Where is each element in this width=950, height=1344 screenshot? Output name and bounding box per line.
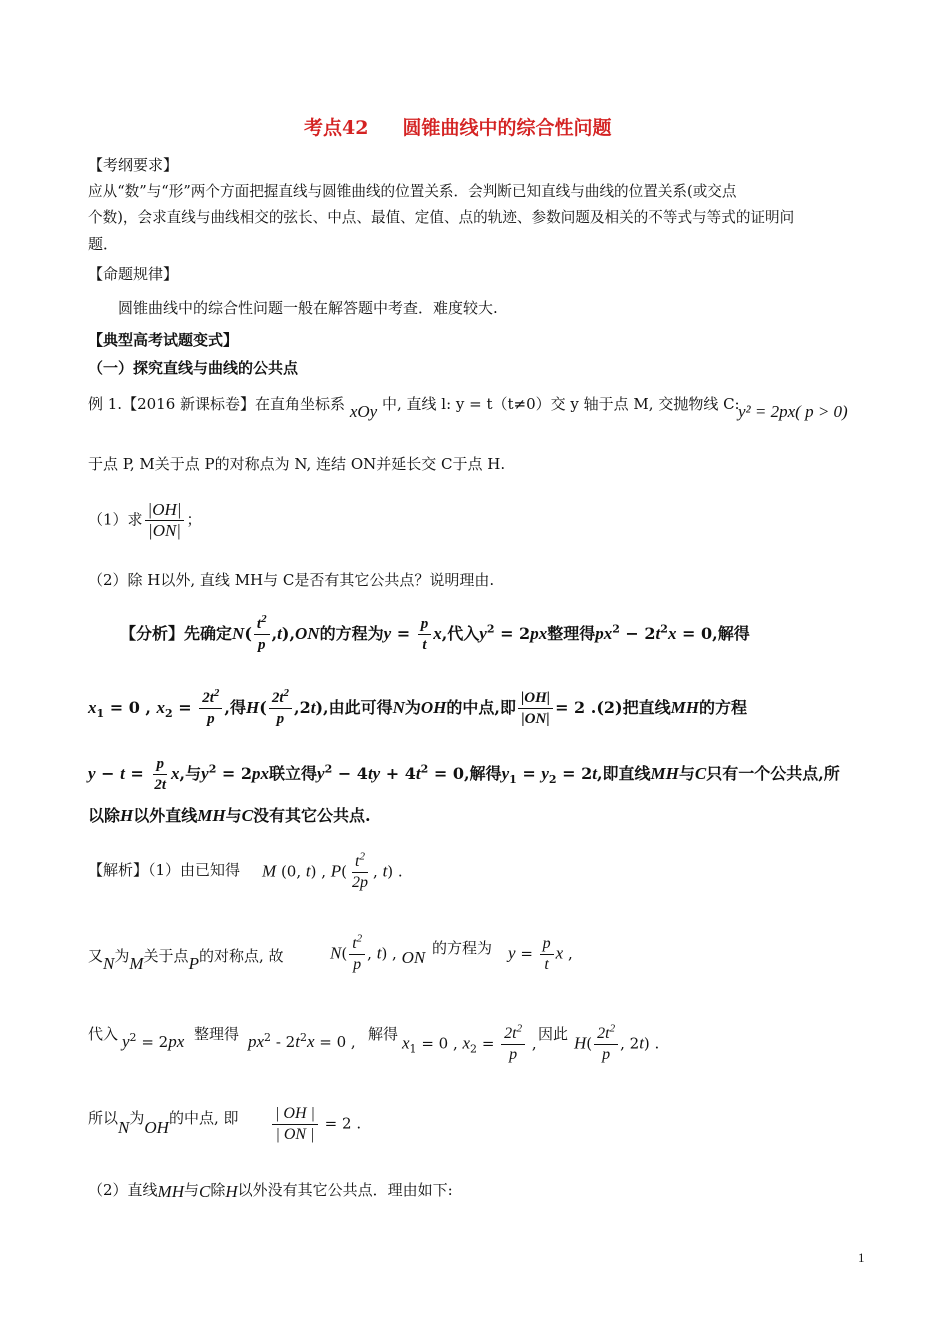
solution-line: 所以N为OH的中点, 即 [88, 1109, 239, 1137]
solution-text: 整理得 [194, 1025, 240, 1043]
analysis-text: 的方程为 [319, 624, 384, 643]
analysis-text: 解得 [717, 624, 750, 643]
example-line [88, 394, 740, 421]
example-prefix: 例 1.【2016 新课标卷】在直角坐标系 [88, 395, 346, 413]
analysis-text: 先确定 [184, 624, 233, 643]
analysis-text: 的方程 [698, 698, 747, 717]
solution-line: 又N为M关于点P的对称点, 故 [88, 947, 284, 973]
solution-text: 所以 [88, 1109, 119, 1127]
q1-tail: ； [186, 510, 202, 529]
solution-label: 【解析】 [88, 861, 149, 879]
ratio-fraction [145, 500, 185, 541]
solution-text: 又 [88, 947, 104, 965]
dianxing-heading: 【典型高考试题变式】 [88, 331, 239, 349]
solution-text: （2）直线 [88, 1181, 158, 1199]
analysis-line: y − t = $\frac{p}{2t}$ x,与$y^2 = 2px$联立得$y^2 - 4ty + 4t^2 = 0$,解得$y_1 = y_2 = 2t$,即直线MH与C只有一个公共点,所 [88, 756, 840, 793]
solution-line [88, 1024, 118, 1044]
analysis-line: 【分析】先确定N( $\frac{t^2}{p}$ ,t),ON的方程为y = $\frac{p}{t}$ x,代入$y^2 = 2px$整理得$px^2 - 2t^2x = 0$,解得 [120, 613, 750, 653]
section-heading: （一）探究直线与曲线的公共点 [88, 359, 299, 377]
page-number: 1 [858, 1250, 865, 1265]
solution-text: 因此 [538, 1025, 569, 1043]
page-title [304, 118, 611, 138]
solution-math: $\frac{| OH |}{| ON |}$ = 2 . [270, 1104, 361, 1145]
solution-text: 与 [184, 1181, 200, 1199]
fraction-denominator: |ON| [148, 521, 181, 540]
analysis-text: 整理得 [547, 624, 596, 643]
solution-text: 以外没有其它公共点．理由如下: [237, 1181, 453, 1199]
kaogang-text-line: 题． [88, 235, 119, 253]
analysis-text: 的中点,即 [446, 698, 516, 717]
analysis-text: 由此可得 [328, 698, 393, 717]
solution-text: 的中点, 即 [168, 1109, 239, 1127]
fraction-numerator: |OH| [145, 500, 185, 521]
solution-math: M (0, t) , P( $\frac{t^2}{2p}$ , t) . [262, 850, 403, 891]
coord-system: xOy [349, 402, 378, 421]
solution-math: $px^2 - 2t^2x = 0$ , [248, 1031, 356, 1051]
title-kaodian: 考点42 [304, 117, 369, 139]
analysis-text: 联立得 [269, 764, 318, 783]
solution-text: 为 [114, 947, 130, 965]
solution-math: $y^2 = 2px$ [122, 1031, 185, 1051]
solution-text: 代入 [88, 1025, 119, 1043]
analysis-text: 以除 [88, 806, 121, 825]
solution-text: 为 [129, 1109, 145, 1127]
solution-text: 的方程为 [432, 939, 493, 957]
solution-math: $x_1 = 0$ , $x_2$ = $\frac{2t^2}{p}$ , [402, 1022, 537, 1063]
example-mid: 中, 直线 l: y = t（t≠0）交 y 轴于点 M, 交抛物线 C: [381, 395, 740, 413]
kaogang-text-line: 应从“数”与“形”两个方面把握直线与圆锥曲线的位置关系．会判断已知直线与曲线的位置关系(或交点 [88, 183, 737, 200]
solution-line: （2）直线MH与C除H以外没有其它公共点．理由如下: [88, 1181, 453, 1201]
analysis-text: 代入 [447, 624, 480, 643]
analysis-text: 得 [230, 698, 247, 717]
solution-math: N( $\frac{t^2}{p}$ , t) , ON [330, 932, 426, 973]
analysis-line: $x_1 = 0$ , $x_2$ = $\frac{2t^2}{p}$ ,得H( $\frac{2t^2}{p}$ ,2t),由此可得N为OH的中点,即 $\frac{|OH|}{|ON|}$ = 2 .(2)把直线MH的方程 [88, 687, 747, 727]
solution-text: 的对称点, 故 [198, 947, 284, 965]
kaogang-text-line: 个数)，会求直线与曲线相交的弦长、中点、最值、定值、点的轨迹、参数问题及相关的不等式与等式的证明问 [88, 209, 795, 226]
solution-math: y = $\frac{p}{t}$ x , [508, 935, 573, 973]
solution-math: H( $\frac{2t^2}{p}$ , 2t) . [574, 1022, 660, 1063]
solution-text: 除 [210, 1181, 226, 1199]
analysis-text: 即直线 [602, 764, 651, 783]
solution-text: （1）由已知得 [148, 861, 241, 879]
analysis-line: 以除H以外直线MH与C没有其它公共点. [88, 806, 371, 825]
kaogang-heading: 【考纲要求】 [88, 156, 179, 174]
analysis-text: 与 [185, 764, 202, 783]
title-topic: 圆锥曲线中的综合性问题 [402, 117, 612, 139]
analysis-text: 没有其它公共点. [252, 806, 371, 825]
solution-text: 关于点 [143, 947, 189, 965]
analysis-text: 解得 [469, 764, 502, 783]
analysis-label: 【分析】 [120, 624, 185, 643]
solution-text: 解得 [368, 1025, 399, 1043]
question-2: （2）除 H以外, 直线 MH与 C是否有其它公共点？说明理由. [88, 571, 495, 589]
q1-label: （1）求 [88, 510, 143, 529]
solution-line [88, 860, 240, 880]
analysis-text: 只有一个公共点,所 [706, 764, 840, 783]
analysis-text: 为 [404, 698, 421, 717]
example-line: 于点 P, M关于点 P的对称点为 N, 连结 ON并延长交 C于点 H. [88, 455, 506, 473]
mingti-heading: 【命题规律】 [88, 265, 179, 283]
analysis-text: 以外直线 [133, 806, 198, 825]
analysis-text: (2)把直线 [596, 698, 671, 717]
question-1 [88, 500, 201, 541]
analysis-text: 与 [225, 806, 242, 825]
mingti-text: 圆锥曲线中的综合性问题一般在解答题中考查．难度较大. [118, 299, 498, 317]
analysis-text: 与 [678, 764, 695, 783]
parabola-equation: y² = 2px( p > 0) [738, 402, 848, 421]
